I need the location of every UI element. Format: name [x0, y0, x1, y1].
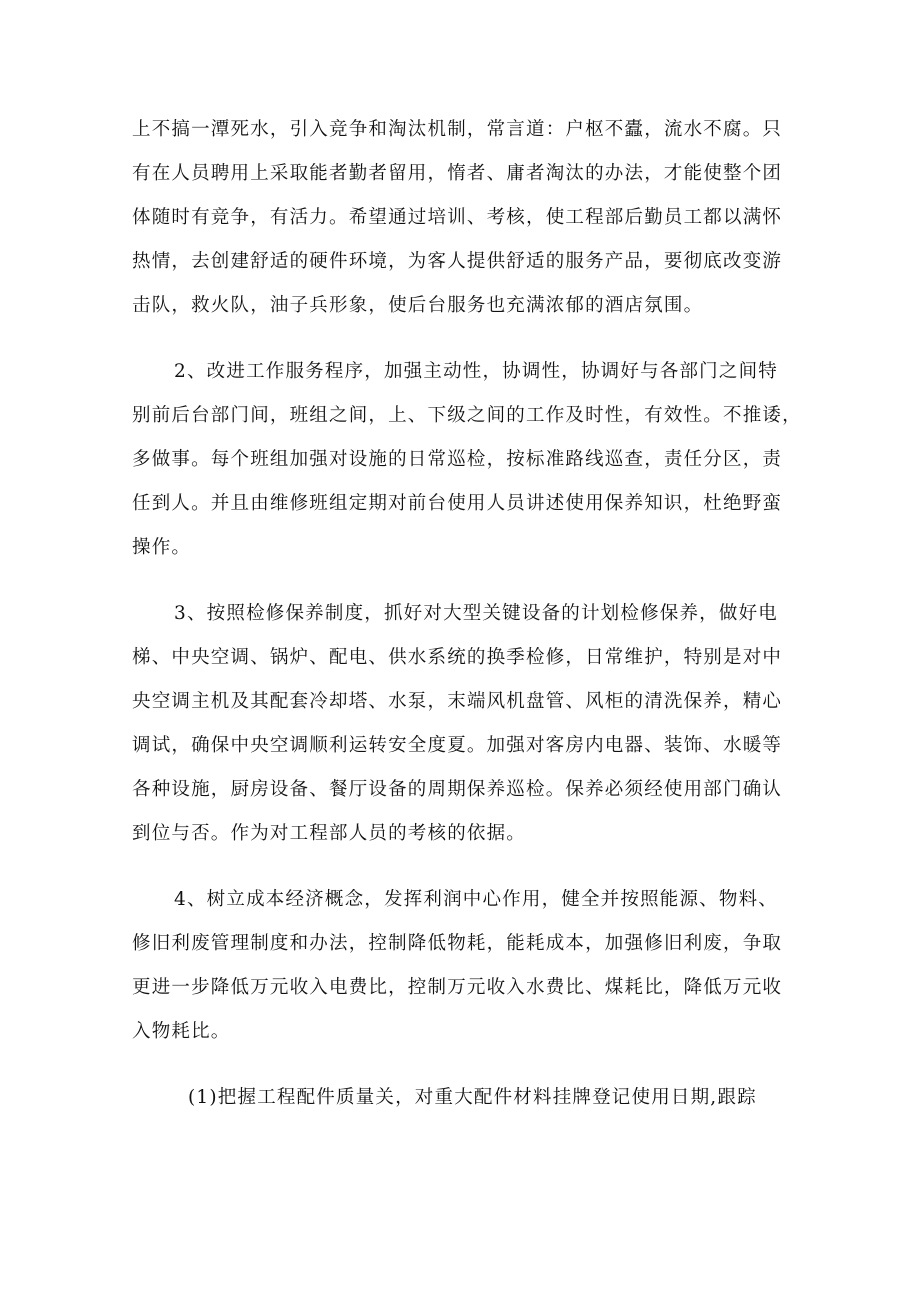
- paragraph-item-3: [132, 592, 792, 856]
- paragraph-subitem-1: [132, 1076, 792, 1120]
- text-line: (1)把握工程配件质量关，对重大配件材料挂牌登记使用日期,跟踪: [188, 1087, 757, 1108]
- text-line: 4、树立成本经济概念，发挥利润中心作用，健全并按照能源、物料、: [174, 889, 778, 910]
- document-body: [132, 108, 802, 1142]
- text-line: 调试，确保中央空调顺利运转安全度夏。加强对客房内电器、装饰、水暖等: [132, 735, 783, 756]
- text-line: 任到人。并且由维修班组定期对前台使用人员讲述使用保养知识，杜绝野蛮: [132, 493, 783, 514]
- text-line: 3、按照检修保养制度，抓好对大型关键设备的计划检修保养，做好电: [174, 603, 778, 624]
- text-line: 更进一步降低万元收入电费比，控制万元收入水费比、煤耗比，降低万元收: [132, 977, 783, 998]
- text-line: 击队，救火队，油子兵形象，使后台服务也充满浓郁的酒店氛围。: [132, 295, 704, 316]
- text-line: 热情，去创建舒适的硬件环境，为客人提供舒适的服务产品，要彻底改变游: [132, 251, 783, 272]
- text-line: 修旧利废管理制度和办法，控制降低物耗，能耗成本，加强修旧利废，争取: [132, 933, 783, 954]
- paragraph-item-4: [132, 878, 792, 1054]
- text-line: 各种设施，厨房设备、餐厅设备的周期保养巡检。保养必须经使用部门确认: [132, 779, 783, 800]
- text-line: 体随时有竞争，有活力。希望通过培训、考核，使工程部后勤员工都以满怀: [132, 207, 783, 228]
- text-line: 操作。: [132, 537, 192, 558]
- text-line: 2、改进工作服务程序，加强主动性，协调性，协调好与各部门之间特: [174, 361, 778, 382]
- text-line: 多做事。每个班组加强对设施的日常巡检，按标准路线巡查，责任分区，责: [132, 449, 783, 470]
- text-line: 梯、中央空调、锅炉、配电、供水系统的换季检修，日常维护，特别是对中: [132, 647, 783, 668]
- text-line: 到位与否。作为对工程部人员的考核的依据。: [132, 823, 527, 844]
- text-line: 央空调主机及其配套冷却塔、水泵，末端风机盘管、风柜的清洗保养，精心: [132, 691, 783, 712]
- text-line: 别前后台部门间，班组之间，上、下级之间的工作及时性，有效性。不推诿，: [132, 405, 802, 426]
- paragraph-item-2: [132, 350, 802, 570]
- paragraph-continuation: [132, 108, 792, 328]
- text-line: 有在人员聘用上采取能者勤者留用，惰者、庸者淘汰的办法，才能使整个团: [132, 163, 783, 184]
- text-line: 上不搞一潭死水，引入竞争和淘汰机制，常言道：户枢不蠹，流水不腐。只: [132, 119, 783, 140]
- text-line: 入物耗比。: [132, 1021, 231, 1042]
